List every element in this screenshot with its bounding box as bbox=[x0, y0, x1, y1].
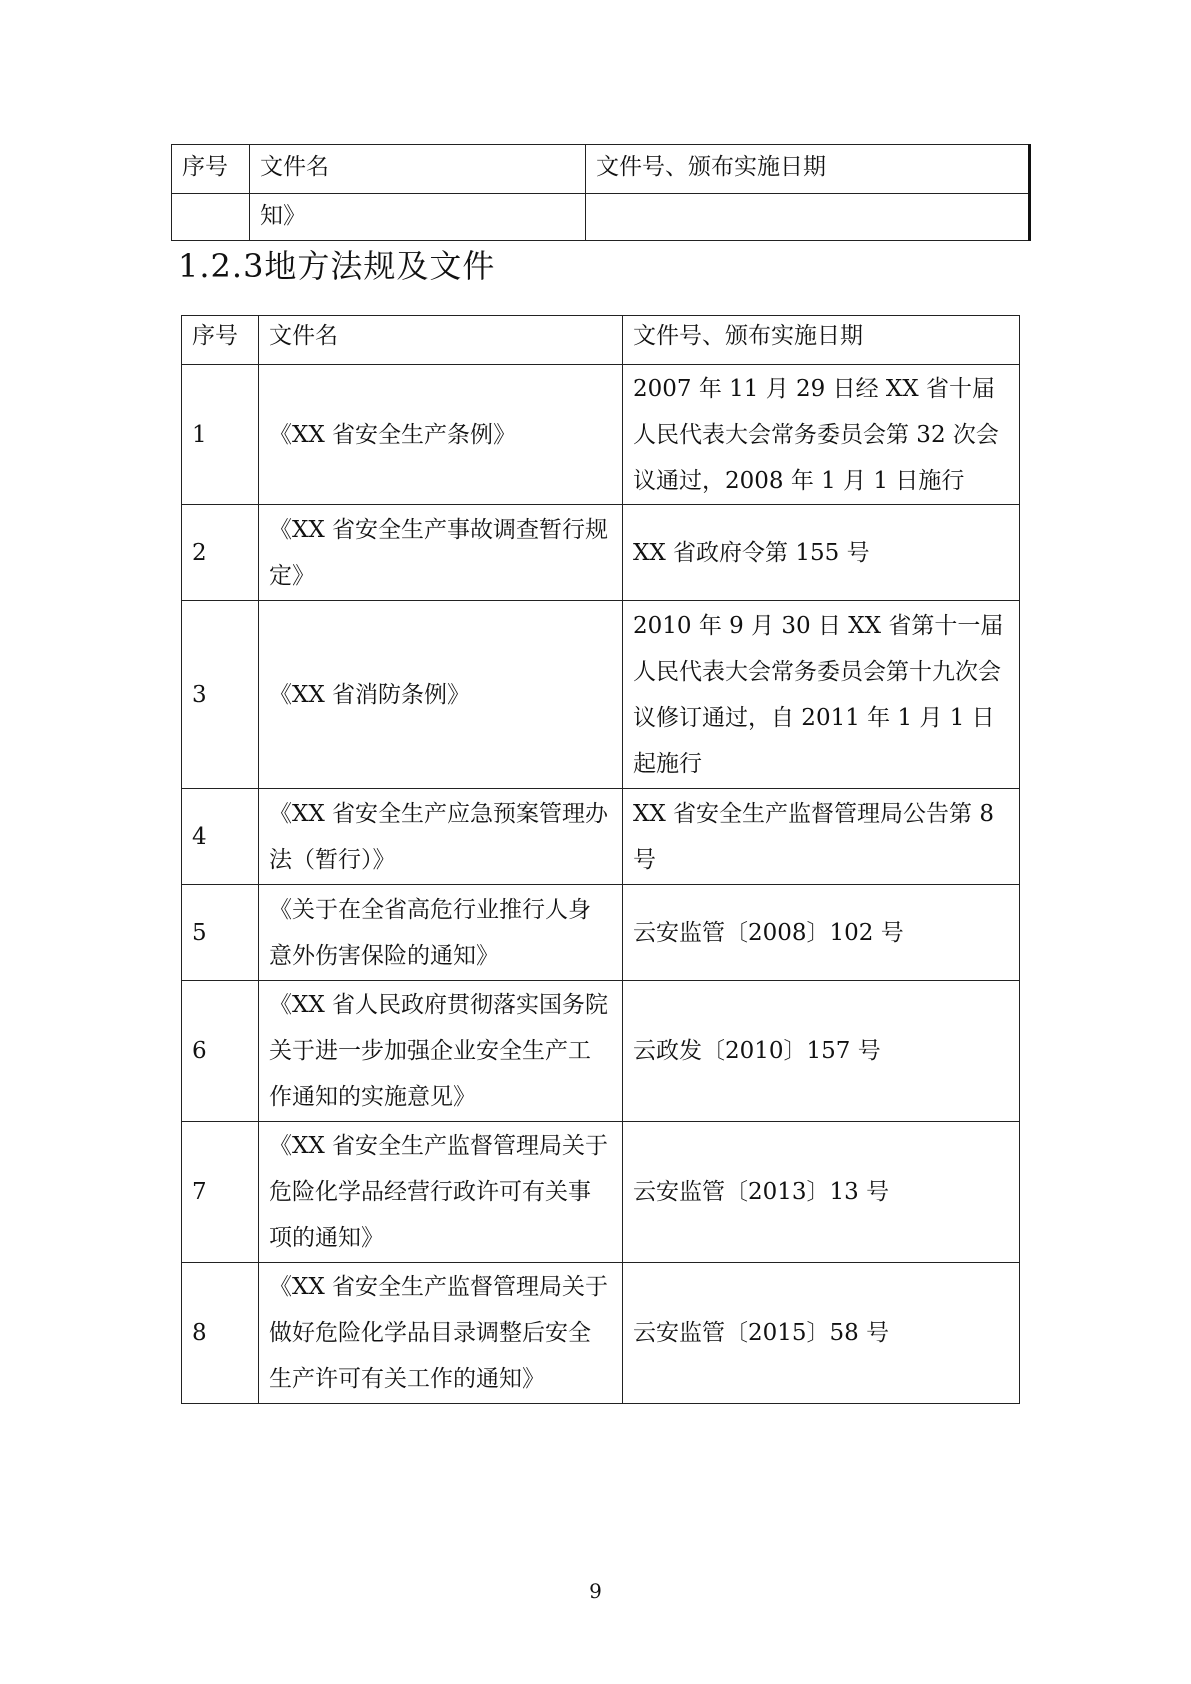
table-row bbox=[182, 1122, 1020, 1263]
seq-cell: 7 bbox=[182, 1122, 259, 1263]
header-cell-seq: 序号 bbox=[182, 316, 259, 365]
header-cell-filename: 文件名 bbox=[250, 145, 586, 194]
local-regulations-table bbox=[181, 315, 1020, 1404]
docno-cell: XX 省安全生产监督管理局公告第 8 号 bbox=[623, 789, 1020, 885]
seq-cell: 6 bbox=[182, 981, 259, 1122]
continued-table bbox=[171, 144, 1031, 241]
filename-cell: 知》 bbox=[250, 194, 586, 241]
header-cell-filename: 文件名 bbox=[259, 316, 623, 365]
table-row bbox=[182, 981, 1020, 1122]
seq-cell: 3 bbox=[182, 601, 259, 789]
seq-cell bbox=[172, 194, 250, 241]
seq-cell: 2 bbox=[182, 505, 259, 601]
table-row bbox=[182, 789, 1020, 885]
page-number: 9 bbox=[589, 1579, 602, 1603]
filename-cell: 《XX 省人民政府贯彻落实国务院关于进一步加强企业安全生产工作通知的实施意见》 bbox=[259, 981, 623, 1122]
docno-cell: 2010 年 9 月 30 日 XX 省第十一届人民代表大会常务委员会第十九次会议修订通过，自 2011 年 1 月 1 日起施行 bbox=[623, 601, 1020, 789]
table-row bbox=[182, 365, 1020, 505]
docno-cell: 2007 年 11 月 29 日经 XX 省十届人民代表大会常务委员会第 32 次会议通过，2008 年 1 月 1 日施行 bbox=[623, 365, 1020, 505]
docno-cell: 云安监管〔2008〕102 号 bbox=[623, 885, 1020, 981]
docno-cell: 云安监管〔2013〕13 号 bbox=[623, 1122, 1020, 1263]
section-heading: 1.2.3地方法规及文件 bbox=[178, 247, 496, 285]
filename-cell: 《XX 省消防条例》 bbox=[259, 601, 623, 789]
filename-cell: 《XX 省安全生产监督管理局关于危险化学品经营行政许可有关事项的通知》 bbox=[259, 1122, 623, 1263]
seq-cell: 5 bbox=[182, 885, 259, 981]
docno-cell: XX 省政府令第 155 号 bbox=[623, 505, 1020, 601]
filename-cell: 《XX 省安全生产条例》 bbox=[259, 365, 623, 505]
docno-cell: 云政发〔2010〕157 号 bbox=[623, 981, 1020, 1122]
table-row bbox=[172, 194, 1030, 241]
seq-cell: 1 bbox=[182, 365, 259, 505]
filename-cell: 《XX 省安全生产监督管理局关于做好危险化学品目录调整后安全生产许可有关工作的通知》 bbox=[259, 1263, 623, 1404]
table-row bbox=[182, 601, 1020, 789]
continued-table-header-row bbox=[172, 145, 1030, 194]
filename-cell: 《XX 省安全生产应急预案管理办法（暂行）》 bbox=[259, 789, 623, 885]
header-cell-docno-date: 文件号、颁布实施日期 bbox=[586, 145, 1030, 194]
docno-cell: 云安监管〔2015〕58 号 bbox=[623, 1263, 1020, 1404]
table-row bbox=[182, 505, 1020, 601]
table-row bbox=[182, 885, 1020, 981]
table-row bbox=[182, 1263, 1020, 1404]
header-cell-docno-date: 文件号、颁布实施日期 bbox=[623, 316, 1020, 365]
seq-cell: 8 bbox=[182, 1263, 259, 1404]
docno-cell bbox=[586, 194, 1030, 241]
regulations-table-header-row bbox=[182, 316, 1020, 365]
seq-cell: 4 bbox=[182, 789, 259, 885]
header-cell-seq: 序号 bbox=[172, 145, 250, 194]
filename-cell: 《XX 省安全生产事故调查暂行规定》 bbox=[259, 505, 623, 601]
filename-cell: 《关于在全省高危行业推行人身意外伤害保险的通知》 bbox=[259, 885, 623, 981]
